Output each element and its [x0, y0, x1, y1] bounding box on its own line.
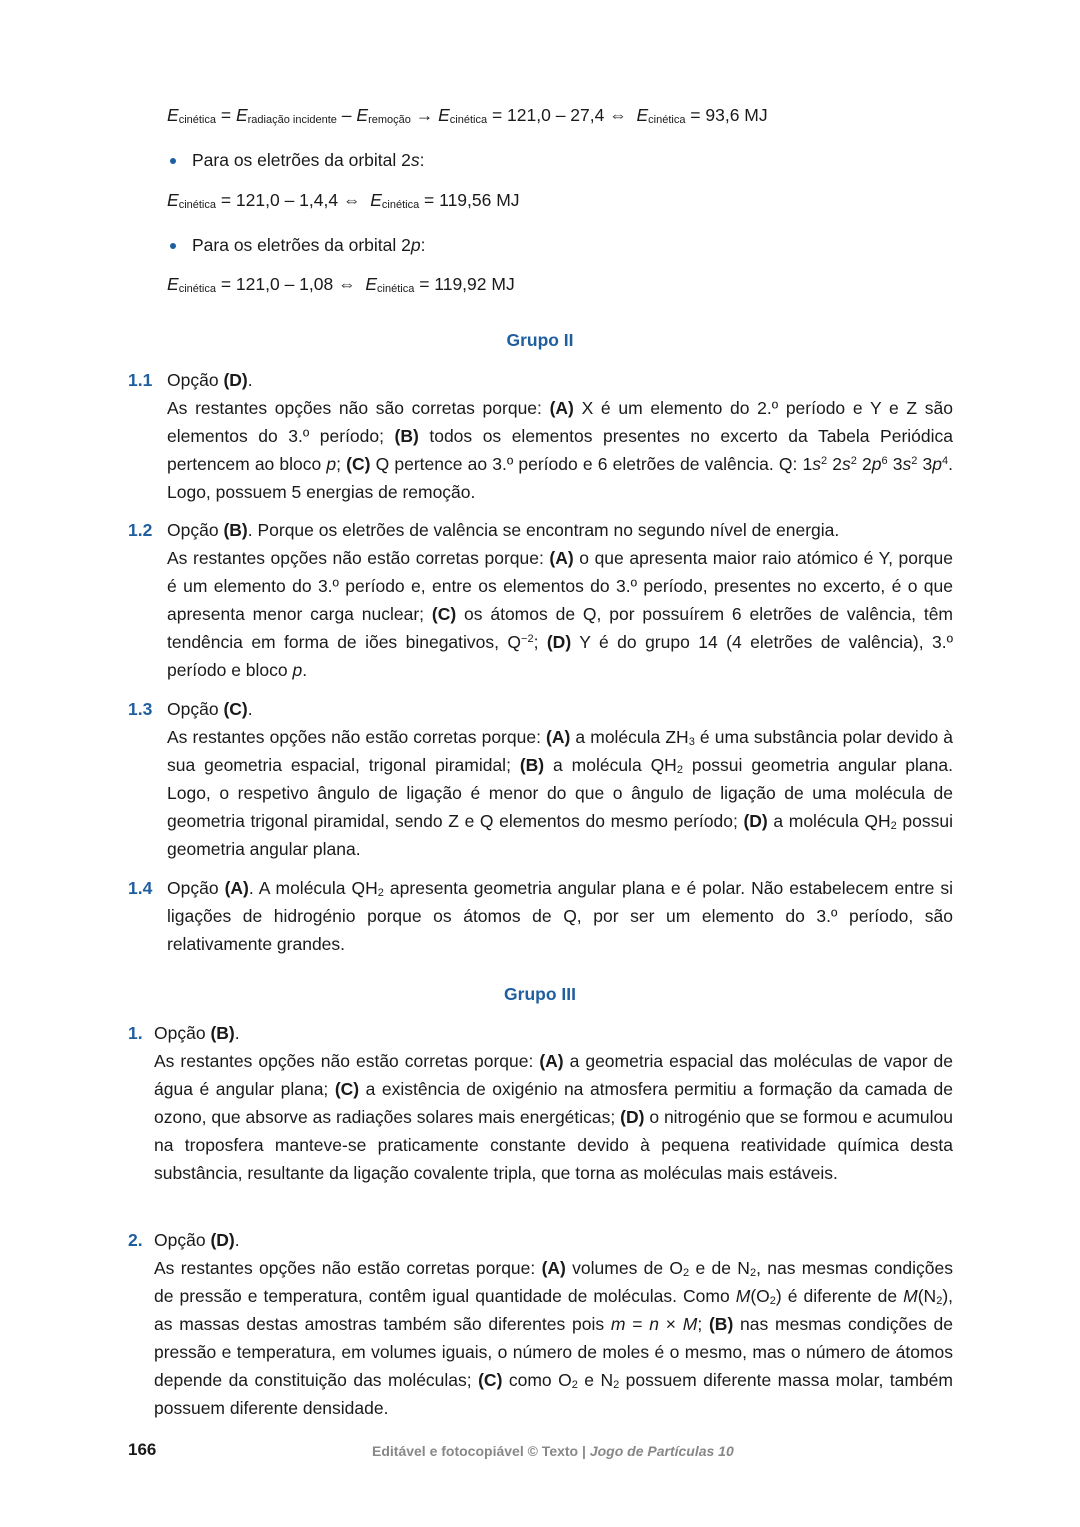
text-fragment: (C): [431, 604, 457, 624]
explanation: [154, 1047, 953, 1187]
answer-line: [154, 1019, 953, 1047]
text-fragment: (A): [541, 1258, 566, 1278]
text-fragment: como O: [502, 1370, 572, 1390]
text-fragment: 2: [890, 820, 897, 832]
text-fragment: p: [871, 454, 882, 474]
subscript: remoção: [368, 114, 411, 126]
text-fragment: M: [682, 1314, 698, 1334]
text-fragment: (A): [549, 548, 574, 568]
text-fragment: As restantes opções não são corretas porque:: [167, 398, 550, 418]
text-fragment: m: [610, 1314, 626, 1334]
text-fragment: ) é diferente de: [775, 1286, 904, 1306]
text-fragment: ), as massas destas amostras também são diferentes pois: [154, 1286, 954, 1334]
text-fragment: 4: [941, 455, 949, 467]
text-fragment: (B): [519, 755, 545, 775]
text-fragment: . Porque os eletrões de valência se encontram no segundo nível de energia.: [247, 520, 840, 540]
text-fragment: (C): [346, 454, 371, 474]
result: = 93,6 MJ: [685, 105, 768, 125]
answer-1-2: [128, 516, 953, 684]
text-fragment: (O: [750, 1286, 770, 1306]
answer-line: [154, 1226, 953, 1254]
text-fragment: 2: [613, 1379, 620, 1391]
text-fragment: 2: [676, 764, 683, 776]
item-number: 1.: [128, 1023, 143, 1043]
equation-2p: [167, 270, 515, 303]
text-fragment: (C): [334, 1079, 360, 1099]
explanation: [167, 394, 953, 506]
answer-line: [167, 516, 953, 544]
result: = 119,56 MJ: [419, 190, 520, 210]
text-fragment: (B): [394, 426, 419, 446]
text-fragment: o que apresenta maior raio atómico é Y, porque é um elemento do 3.º período e, entre os elementos do 3.º período, presentes no excerto, é o que apresenta menor carga nuclear;: [167, 548, 953, 624]
subscript: cinética: [449, 114, 488, 126]
subscript: cinética: [178, 199, 216, 211]
text-fragment: (A): [224, 878, 249, 898]
text-fragment: 2: [571, 1379, 578, 1391]
text-fragment: 2: [683, 1267, 690, 1279]
text-fragment: 3: [887, 454, 903, 474]
text-fragment: possui geometria angular plana. Logo, o respetivo ângulo de ligação é menor do que o ângulo de ligação de uma molécula de geometria trigonal piramidal, sendo Z e Q elementos do mesmo período;: [167, 755, 953, 831]
item-number: 1.3: [128, 699, 153, 719]
answer-line: [167, 695, 953, 723]
credit-text: Editável e fotocopiável © Texto |: [372, 1443, 590, 1459]
item-number: 1.1: [128, 370, 153, 390]
equivalence-icon: ⇔: [338, 274, 356, 294]
text-fragment: ;: [336, 454, 347, 474]
text-fragment: (D): [210, 1230, 235, 1250]
item-number: 2.: [128, 1230, 143, 1250]
text-fragment: As restantes opções não estão corretas porque:: [154, 1051, 540, 1071]
symbol-e: E: [438, 105, 450, 125]
bullet-text: Para os eletrões da orbital 2: [192, 235, 411, 255]
bullet-icon: [170, 243, 176, 249]
text-fragment: e N: [577, 1370, 614, 1390]
subscript: cinética: [381, 199, 420, 211]
expression: = 121,0 – 27,4: [487, 105, 610, 125]
text-fragment: nas mesmas condições de pressão e temperatura, em volumes iguais, o número de moles é o mesmo, mas o número de átomos depende da constituição das moléculas;: [154, 1314, 953, 1390]
explanation: [154, 1254, 953, 1422]
text-fragment: 2: [850, 455, 857, 467]
text-fragment: =: [625, 1314, 650, 1334]
text-fragment: (C): [223, 699, 248, 719]
text-fragment: n: [649, 1314, 659, 1334]
explanation: [167, 723, 953, 863]
answer-1-3: [128, 695, 953, 863]
text-fragment: −2: [521, 633, 534, 645]
text-fragment: e de N: [689, 1258, 750, 1278]
symbol-e: E: [356, 105, 369, 125]
text-fragment: Opção: [167, 699, 224, 719]
text-fragment: .: [302, 660, 308, 680]
symbol-e: E: [167, 105, 179, 125]
text-fragment: 2: [769, 1295, 776, 1307]
text-fragment: a molécula ZH: [570, 727, 689, 747]
subscript: cinética: [178, 114, 216, 126]
text-fragment: 2: [827, 454, 842, 474]
subscript: cinética: [648, 114, 686, 126]
text-fragment: .: [234, 1023, 240, 1043]
arrow-icon: →: [410, 105, 439, 125]
text-fragment: (N: [917, 1286, 937, 1306]
footer-credit: [372, 1443, 734, 1459]
symbol-e: E: [636, 105, 649, 125]
text-fragment: . Logo, possuem 5 energias de remoção.: [167, 454, 953, 502]
text-fragment: 3: [688, 736, 695, 748]
explanation: [167, 544, 953, 684]
text-fragment: possui geometria angular plana.: [167, 811, 953, 859]
text-fragment: s: [902, 454, 912, 474]
explanation: [167, 874, 953, 958]
text-fragment: ;: [533, 632, 547, 652]
text-fragment: p: [292, 660, 303, 680]
text-fragment: M: [735, 1286, 751, 1306]
symbol-e: E: [235, 105, 248, 125]
text-fragment: Opção: [154, 1230, 211, 1250]
text-fragment: M: [903, 1286, 918, 1306]
text-fragment: apresenta geometria angular plana e é polar. Não estabelecem entre si ligações de hidrogénio porque os átomos de Q, por ser um elemento do 3.º período, são relativamente grandes.: [167, 878, 953, 954]
group-iii-heading: Grupo III: [504, 984, 576, 1004]
bullet-orbital-2s: [170, 146, 425, 174]
book-title: Jogo de Partículas 10: [589, 1443, 734, 1459]
item-number: 1.2: [128, 520, 153, 540]
period: .: [247, 370, 253, 390]
text-fragment: Opção: [154, 1023, 211, 1043]
text-fragment: (B): [708, 1314, 734, 1334]
text-fragment: (A): [546, 727, 571, 747]
answer-1-1: [128, 366, 953, 506]
symbol-e: E: [167, 274, 179, 294]
orbital: s: [410, 150, 420, 170]
text-fragment: (D): [743, 811, 768, 831]
result: = 119,92 MJ: [414, 274, 515, 294]
text-fragment: X é um elemento do 2.º período e Y e Z são elementos do 3.º período;: [167, 398, 953, 446]
text-fragment: , nas mesmas condições de pressão e temperatura, contêm igual quantidade de moléculas. Como: [154, 1258, 953, 1306]
text-fragment: 2: [377, 887, 384, 899]
answer-g3-2: [128, 1226, 953, 1422]
text-fragment: s: [812, 454, 821, 474]
text-fragment: As restantes opções não estão corretas porque:: [167, 727, 547, 747]
text-fragment: (D): [620, 1107, 645, 1127]
text-fragment: 3: [917, 454, 933, 474]
equivalence-icon: ⇔: [342, 190, 361, 210]
page-number: 166: [128, 1440, 157, 1459]
text-fragment: todos os elementos presentes no excerto da Tabela Periódica pertencem ao bloco: [167, 426, 953, 474]
option-label: Opção: [167, 370, 224, 390]
equivalence-icon: ⇔: [609, 105, 627, 125]
text-fragment: Q pertence ao 3.º período e 6 eletrões de valência. Q: 1: [370, 454, 813, 474]
text-fragment: 2: [820, 455, 828, 467]
symbol-e: E: [370, 190, 382, 210]
text-fragment: .: [234, 1230, 240, 1250]
text-fragment: Opção: [167, 878, 225, 898]
text-fragment: Opção: [167, 520, 224, 540]
text-fragment: As restantes opções não estão corretas porque:: [154, 1258, 542, 1278]
expression: = 121,0 – 1,4,4: [215, 190, 343, 210]
colon: :: [420, 235, 426, 255]
item-number: 1.4: [128, 878, 153, 898]
symbol-e: E: [167, 190, 179, 210]
answer-g3-1: [128, 1019, 953, 1187]
equation-2s: [167, 186, 520, 219]
equals: =: [215, 105, 236, 125]
text-fragment: a molécula QH: [767, 811, 891, 831]
bullet-text: Para os eletrões da orbital 2: [192, 150, 411, 170]
text-fragment: 2: [856, 454, 872, 474]
text-fragment: (A): [539, 1051, 564, 1071]
text-fragment: (C): [478, 1370, 503, 1390]
text-fragment: (B): [223, 520, 248, 540]
text-fragment: s: [841, 454, 851, 474]
text-fragment: a molécula QH: [544, 755, 677, 775]
subscript: cinética: [178, 283, 216, 295]
answer-1-4: [128, 874, 953, 958]
text-fragment: .: [247, 699, 253, 719]
text-fragment: é uma substância polar devido à sua geometria espacial, trigonal piramidal;: [167, 727, 953, 775]
group-ii-heading: Grupo II: [506, 330, 574, 350]
text-fragment: possuem diferente massa molar, também possuem diferente densidade.: [154, 1370, 953, 1418]
text-fragment: . A molécula QH: [248, 878, 378, 898]
text-fragment: a existência de oxigénio na atmosfera permitiu a formação da camada de ozono, que absorve as radiações solares mais energéticas;: [154, 1079, 954, 1127]
text-fragment: volumes de O: [565, 1258, 684, 1278]
text-fragment: Y é do grupo 14 (4 eletrões de valência), 3.º período e bloco: [167, 632, 953, 680]
text-fragment: ;: [697, 1314, 709, 1334]
text-fragment: 6: [881, 455, 888, 467]
equation-kinetic-energy: [167, 101, 768, 134]
answer-line: [167, 366, 953, 394]
bullet-icon: [170, 158, 176, 164]
text-fragment: 2: [749, 1267, 757, 1279]
text-fragment: ×: [658, 1314, 683, 1334]
minus: –: [336, 105, 357, 125]
bullet-orbital-2p: [170, 231, 426, 259]
option-letter: (D): [223, 370, 248, 390]
orbital: p: [410, 235, 421, 255]
text-fragment: (A): [549, 398, 574, 418]
colon: :: [419, 150, 425, 170]
text-fragment: p: [932, 454, 942, 474]
text-fragment: (D): [546, 632, 572, 652]
text-fragment: 2: [936, 1295, 943, 1307]
text-fragment: As restantes opções não estão corretas porque:: [167, 548, 550, 568]
text-fragment: os átomos de Q, por possuírem 6 eletrões de valência, têm tendência em forma de iões binegativos, Q: [167, 604, 954, 652]
symbol-e: E: [365, 274, 378, 294]
subscript: radiação incidente: [247, 114, 337, 126]
text-fragment: o nitrogénio que se formou e acumulou na troposfera manteve-se praticamente constante devido à pequena reatividade química desta substância, resultante da ligação covalente tripla, que torna as moléculas mais estáveis.: [154, 1107, 953, 1183]
text-fragment: 2: [911, 455, 918, 467]
subscript: cinética: [377, 283, 415, 295]
text-fragment: (B): [210, 1023, 235, 1043]
text-fragment: a geometria espacial das moléculas de vapor de água é angular plana;: [154, 1051, 953, 1099]
expression: = 121,0 – 1,08: [215, 274, 339, 294]
text-fragment: p: [326, 454, 337, 474]
